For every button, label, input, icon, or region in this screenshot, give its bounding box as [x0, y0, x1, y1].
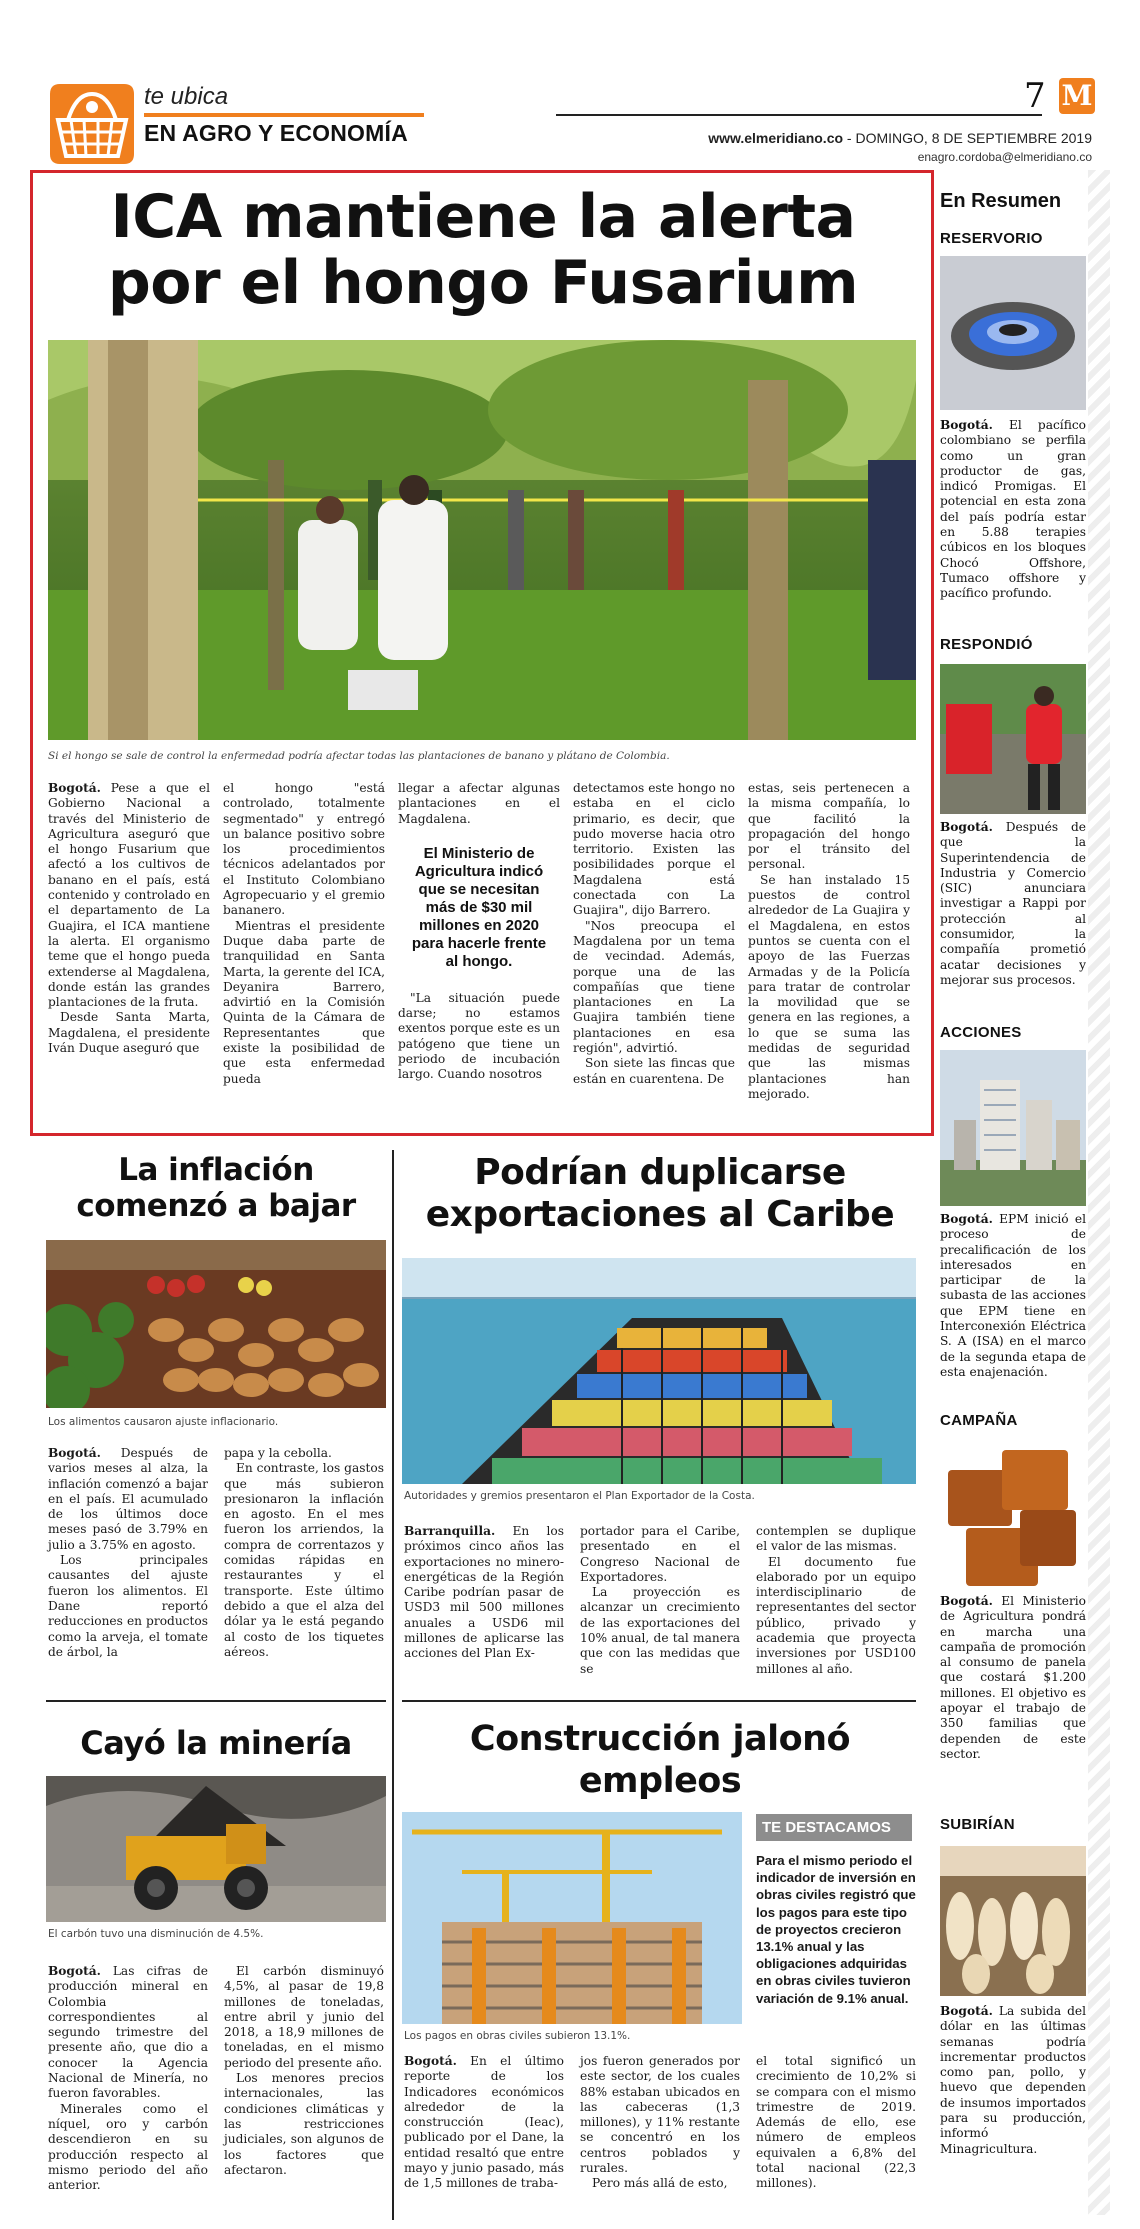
exports-headline: Podrían duplicarse exportaciones al Caribe — [425, 1152, 895, 1235]
section-big-title: EN AGRO Y ECONOMÍA — [144, 120, 408, 146]
sidebar-text-subirian: Bogotá. La subida del dólar en las últimas semanas podría incrementar productos como pan, pollo, y huevo que dependen de insumos importados para su producción, informó Minagricultura. — [940, 2004, 1086, 2156]
sidebar-label-reservorio: RESERVORIO — [940, 230, 1043, 247]
header-orange-rule — [144, 113, 424, 117]
highlight-text: Para el mismo periodo el indicador de inversión en obras civiles registró que los pagos para este tipo de proyectos crecieron 13.1% anual y las obligaciones adquiridas en obras civiles tuvieron variación de 9.1% anual. — [756, 1853, 916, 2006]
construction-headline: Construcción jalonó empleos — [469, 1719, 851, 1801]
construction-photo-caption: Los pagos en obras civiles subieron 13.1%. — [404, 2030, 631, 2042]
inflation-col-2: papa y la cebolla. En contraste, los gastos que más subieron presionaron la inflación en agosto. En el mes fueron los arriendos, la compra de correntazos y comidas rápidas en restaurantes y el transporte. Este último debido a que el alza del dólar ya le está pegando al costo de los tiquetes aéreos. — [224, 1446, 384, 1659]
lead-col-5: estas, seis pertenecen a la misma compañía, lo que facilitó la propagación del hongo por el tránsito del personal. Se han instalado 15 puestos de control alrededor de La Guajira y el Magdalena, en estos puntos se cuenta con el apoyo de las Fuerzas Armadas y de la Policía para tratar de controlar la movilidad que se genera en las regiones, a lo que se suma las medidas de seguridad que las mismas plantaciones han mejorado. — [748, 781, 910, 1101]
sidebar-text-respondio: Bogotá. Después de que la Superintendencia de Industria y Comercio (SIC) anunciara investigar a Rappi por protección al consumidor, la compañía prometió acatar decisiones y mejorar sus procesos. — [940, 820, 1086, 987]
construction-col-2: jos fueron generados por este sector, de los cuales 88% estaban ubicados en las cabeceras (1,3 millones), y 11% restante se concentró en los centros poblados y rurales. Pero más allá de esto, — [580, 2054, 740, 2191]
construction-col-1: Bogotá. En el último reporte de los Indicadores económicos alrededor de la construcción (Ieac), publicado por el Dane, la entidad resaltó que entre mayo y junio pasado, más de 1,5 millones de traba- — [404, 2054, 564, 2191]
header-email[interactable]: enagro.cordoba@elmeridiano.co — [917, 150, 1092, 164]
lead-pullquote: El Ministerio de Agricultura indicó que se necesitan más de $30 mil millones en 2020 para hacerle frente al hongo. — [411, 844, 547, 970]
lead-photo-caption: Si el hongo se sale de control la enfermedad podría afectar todas las plantaciones de banano y plátano de Colombia. — [48, 750, 670, 762]
construction-col-3: el total significó un crecimiento de 10,2% si se compara con el mismo trimestre de 2019. Además de ello, ese número de empleos equivalen a 6,8% del total nacional (22,3 millones). — [756, 2054, 916, 2191]
exports-col-3: contemplen se duplique el valor de las mismas. El documento fue elaborado por un equipo interdisciplinario de representantes del sector público, privado y academia que proyecta inversiones por USD100 millones al año. — [756, 1524, 916, 1676]
lead-col-3: llegar a afectar algunas plantaciones en el Magdalena. El Ministerio de Agricultura indicó que se necesitan más de $30 mil millones en 2020 para hacerle frente al hongo. "La situación puede darse; no estamos exentos porque este es un patógeno que tiene un periodo de incubación largo. Cuando nosotros — [398, 781, 560, 1082]
sidebar-photo-panela — [940, 1440, 1086, 1600]
highlight-label: TE DESTACAMOS — [756, 1814, 912, 1841]
sidebar-photo-chickens — [940, 1846, 1086, 1996]
inflation-photo-vegetables — [46, 1240, 386, 1408]
mining-photo-caption: El carbón tuvo una disminución de 4.5%. — [48, 1928, 264, 1940]
sidebar-label-subirian: SUBIRÍAN — [940, 1816, 1015, 1833]
sidebar-label-respondio: RESPONDIÓ — [940, 636, 1033, 653]
sidebar-photo-city — [940, 1050, 1086, 1206]
meridiano-logo — [1059, 78, 1095, 114]
exports-photo-caption: Autoridades y gremios presentaron el Plan Exportador de la Costa. — [404, 1490, 755, 1502]
exports-col-1: Barranquilla. En los próximos cinco años las exportaciones no minero-energéticas de la Región Caribe podrían pasar de USD3 mil 500 millones anuales a USD6 mil millones de aplicarse las acciones del Plan Ex- — [404, 1524, 564, 1661]
sidebar-title: En Resumen — [940, 190, 1062, 212]
sidebar-label-campana: CAMPAÑA — [940, 1412, 1018, 1429]
meridiano-logo-letter: M — [1061, 79, 1093, 112]
lead-col-4: detectamos este hongo no estaba en el ciclo primario, es decir, que pudo moverse hacia otro territorio. Existen las posibilidades porque el Magdalena está conectada con La Guajira", dijo Barrero. "Nos preocupa el Magdalena por un tema de vecindad. Además, porque una de las compañías que tiene plantaciones en La Guajira también tiene plantaciones en esa región", advirtió. Son siete las fincas que están en cuarentena. De — [573, 781, 735, 1086]
sidebar-text-reservorio: Bogotá. El pacífico colombiano se perfila como un gran productor de gas, indicó Promigas. El potencial en esta zona del país podría estar en 5.88 terapies cúbicos en los bloques Chocó Offshore, Tumaco offshore y pacífico profundo. — [940, 418, 1086, 601]
lead-dateline: Bogotá. — [48, 781, 101, 795]
sidebar-photo-rappi — [940, 664, 1086, 814]
inflation-headline: La inflación comenzó a bajar — [76, 1152, 356, 1224]
basket-logo — [46, 80, 138, 168]
sidebar-photo-gas-burner — [940, 256, 1086, 410]
lead-headline: ICA mantiene la alerta por el hongo Fusarium — [107, 182, 859, 318]
sidebar-label-acciones: ACCIONES — [940, 1024, 1022, 1041]
sidebar-text-acciones: Bogotá. EPM inició el proceso de precalificación de los interesados en participar de la subasta de las acciones que EPM tiene en Interconexión Eléctrica S. A (ISA) en el marco de la segunda etapa de esta enajenación. — [940, 1212, 1086, 1379]
mining-col-2: El carbón disminuyó 4,5%, al pasar de 19,8 millones de toneladas, entre abril y junio del 2018, a 18,9 millones de toneladas, en el mismo periodo del presente año. Los menores precios internacionales, las condiciones climáticas y las restricciones judiciales, son algunos de los factores que afectaron. — [224, 1964, 384, 2177]
header-rule-right — [556, 114, 1042, 116]
divider-center — [392, 1150, 394, 2220]
divider-left-middle — [46, 1700, 386, 1702]
inflation-col-1: Bogotá. Después de varios meses al alza, la inflación comenzó a bajar en el país. El acumulado de los últimos doce meses pasó de 3.79% en julio a 3.75% en agosto. Los principales causantes del ajuste fueron los alimentos. El Dane reportó reducciones en productos como la arveja, el tomate de árbol, la — [48, 1446, 208, 1659]
header-site-date — [708, 130, 1092, 146]
mining-headline: Cayó la minería — [80, 1724, 352, 1762]
lead-col-1: Bogotá. Pese a que el Gobierno Nacional a través del Ministerio de Agricultura aseguró que el hongo Fusarium que afectó a los cultivos de banano en el país, está contenido y controlado en el departamento de La Guajira, el ICA mantiene la alerta. El organismo teme que el hongo pueda extenderse al Magdalena, donde están las grandes plantaciones de la fruta. Desde Santa Marta, Magdalena, el presidente Iván Duque aseguró que — [48, 781, 210, 1056]
sidebar-text-campana: Bogotá. El Ministerio de Agricultura pondrá en marcha una campaña de promoción al consumo de panela que costará $1.200 millones. El objetivo es apoyar el trabajo de 350 familias que dependen de este sector. — [940, 1594, 1086, 1761]
exports-photo-container-ship — [402, 1258, 916, 1484]
page-number: 7 — [1024, 76, 1046, 116]
section-small-title: te ubica — [144, 83, 229, 110]
exports-col-2: portador para el Caribe, presentado en el Congreso Nacional de Exportadores. La proyección es alcanzar un crecimiento de las exportaciones del 10% anual, de tal manera que con las medidas que se — [580, 1524, 740, 1676]
inflation-photo-caption: Los alimentos causaron ajuste inflacionario. — [48, 1416, 279, 1428]
lead-col-2: el hongo "está controlado, totalmente segmentado" y entregó un balance positivo sobre los procedimientos técnicos adelantados por el Instituto Colombiano Agropecuario y el gremio bananero. Mientras el presidente Duque daba parte de tranquilidad en Santa Marta, la gerente del ICA, Deyanira Barrero, advirtió en la Comisión Quinta de la Cámara de Representantes que existe la posibilidad de que esta enfermedad pueda — [223, 781, 386, 1086]
lead-photo-banana-inspection — [48, 340, 916, 740]
construction-photo-cranes — [402, 1812, 742, 2024]
issue-date: - DOMINGO, 8 DE SEPTIEMBRE 2019 — [843, 130, 1092, 146]
divider-right-middle — [402, 1700, 916, 1702]
mining-col-1: Bogotá. Las cifras de producción mineral en Colombia correspondientes al segundo trimestre del presente año, que dio a conocer la Agencia Nacional de Minería, no fueron favorables. Minerales como el níquel, oro y carbón descendieron en su producción respecto al mismo periodo del año anterior. — [48, 1964, 208, 2193]
mining-photo-truck — [46, 1776, 386, 1922]
site-url[interactable]: www.elmeridiano.co — [708, 130, 844, 146]
sidebar-pattern — [1088, 170, 1110, 2215]
